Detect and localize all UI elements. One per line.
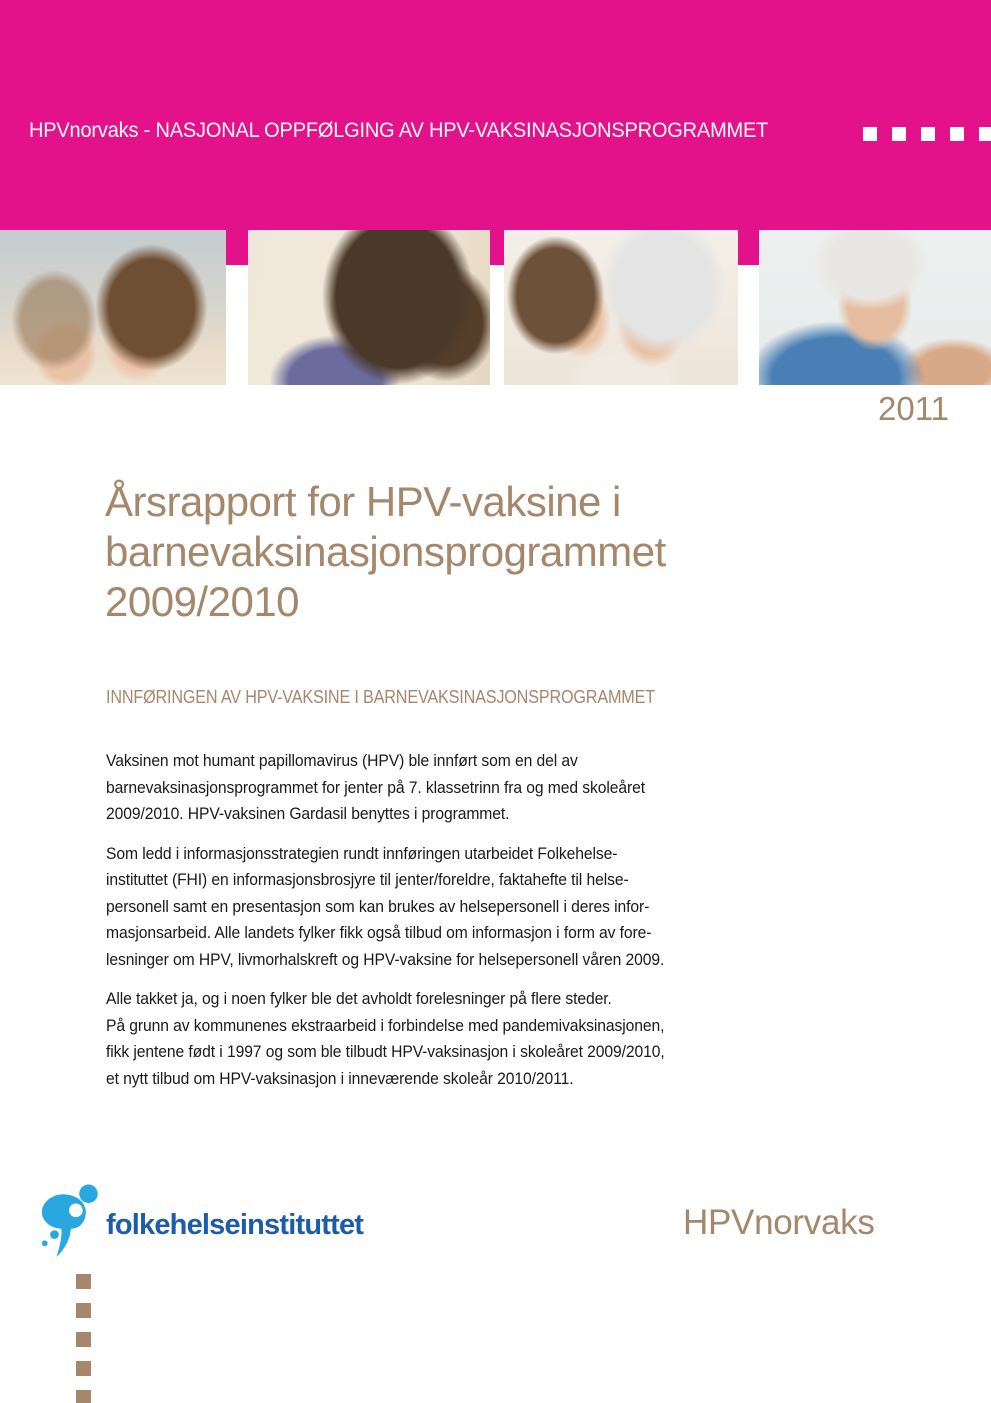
decor-square xyxy=(950,127,964,141)
report-year: 2011 xyxy=(878,390,949,427)
body-text xyxy=(106,735,665,1105)
paragraph-line: barnevaksinasjonsprogrammet for jenter på 7. klassetrinn fra og med skoleåret xyxy=(106,778,645,797)
decor-square xyxy=(979,127,991,141)
decor-square xyxy=(892,127,906,141)
paragraph-line: et nytt tilbud om HPV-vaksinasjon i inneværende skoleår 2010/2011. xyxy=(106,1069,574,1088)
section-heading: INNFØRINGEN AV HPV-VAKSINE I BARNEVAKSINASJONSPROGRAMMET xyxy=(106,687,655,707)
document-title-line: barnevaksinasjonsprogrammet xyxy=(105,528,666,575)
decor-square xyxy=(76,1332,91,1347)
photo-older-woman-smiling xyxy=(759,230,991,385)
paragraph-line: personell samt en presentasjon som kan brukes av helsepersonell i deres infor- xyxy=(106,897,650,916)
decor-square xyxy=(76,1361,91,1376)
header-title: HPVnorvaks - NASJONAL OPPFØLGING AV HPV-VAKSINASJONSPROGRAMMET xyxy=(29,118,769,142)
hpvnorvaks-brand-text: HPVnorvaks xyxy=(683,1203,875,1242)
paragraph-line: instituttet (FHI) en informasjonsbrosjyre til jenter/foreldre, faktahefte til helse- xyxy=(106,871,629,889)
paragraph-line: fikk jentene født i 1997 og som ble tilbudt HPV-vaksinasjon i skoleåret 2009/2010, xyxy=(106,1043,665,1061)
decor-square xyxy=(76,1303,91,1318)
decor-square xyxy=(863,127,877,141)
photo-gap-tab xyxy=(738,228,759,265)
header-band xyxy=(0,0,991,230)
paragraph-line: Vaksinen mot humant papillomavirus (HPV) ble innført som en del av xyxy=(106,752,578,770)
decor-square xyxy=(76,1274,91,1289)
photo-girl-with-phone xyxy=(248,230,490,385)
header-decor-squares xyxy=(863,127,991,141)
paragraph-line: Alle takket ja, og i noen fylker ble det avholdt forelesninger på flere steder. xyxy=(106,990,612,1008)
paragraph-line: lesninger om HPV, livmorhalskreft og HPV-vaksine for helsepersonell våren 2009. xyxy=(106,950,665,969)
paragraph-line: 2009/2010. HPV-vaksinen Gardasil benyttes i programmet. xyxy=(106,805,510,823)
paragraph-line: masjonsarbeid. Alle landets fylker fikk også tilbud om informasjon i form av fore- xyxy=(106,924,652,942)
document-title-line: Årsrapport for HPV-vaksine i xyxy=(105,478,621,525)
folkehelseinstituttet-logo-icon xyxy=(36,1183,106,1257)
document-title xyxy=(105,477,666,627)
decor-square xyxy=(76,1390,91,1403)
document-title-line: 2009/2010 xyxy=(105,578,300,625)
photo-young-and-older-woman xyxy=(504,230,738,385)
folkehelseinstituttet-logo-text: folkehelseinstituttet xyxy=(106,1209,364,1241)
footer-decor-squares xyxy=(76,1274,91,1403)
paragraph-line: På grunn av kommunenes ekstraarbeid i forbindelse med pandemivaksinasjonen, xyxy=(106,1016,665,1035)
paragraph-line: Som ledd i informasjonsstrategien rundt innføringen utarbeidet Folkehelse- xyxy=(106,844,618,863)
photo-gap-tab xyxy=(226,228,248,265)
decor-square xyxy=(921,127,935,141)
photo-gap-tab xyxy=(490,228,504,265)
photo-girls-on-beach xyxy=(0,230,226,385)
